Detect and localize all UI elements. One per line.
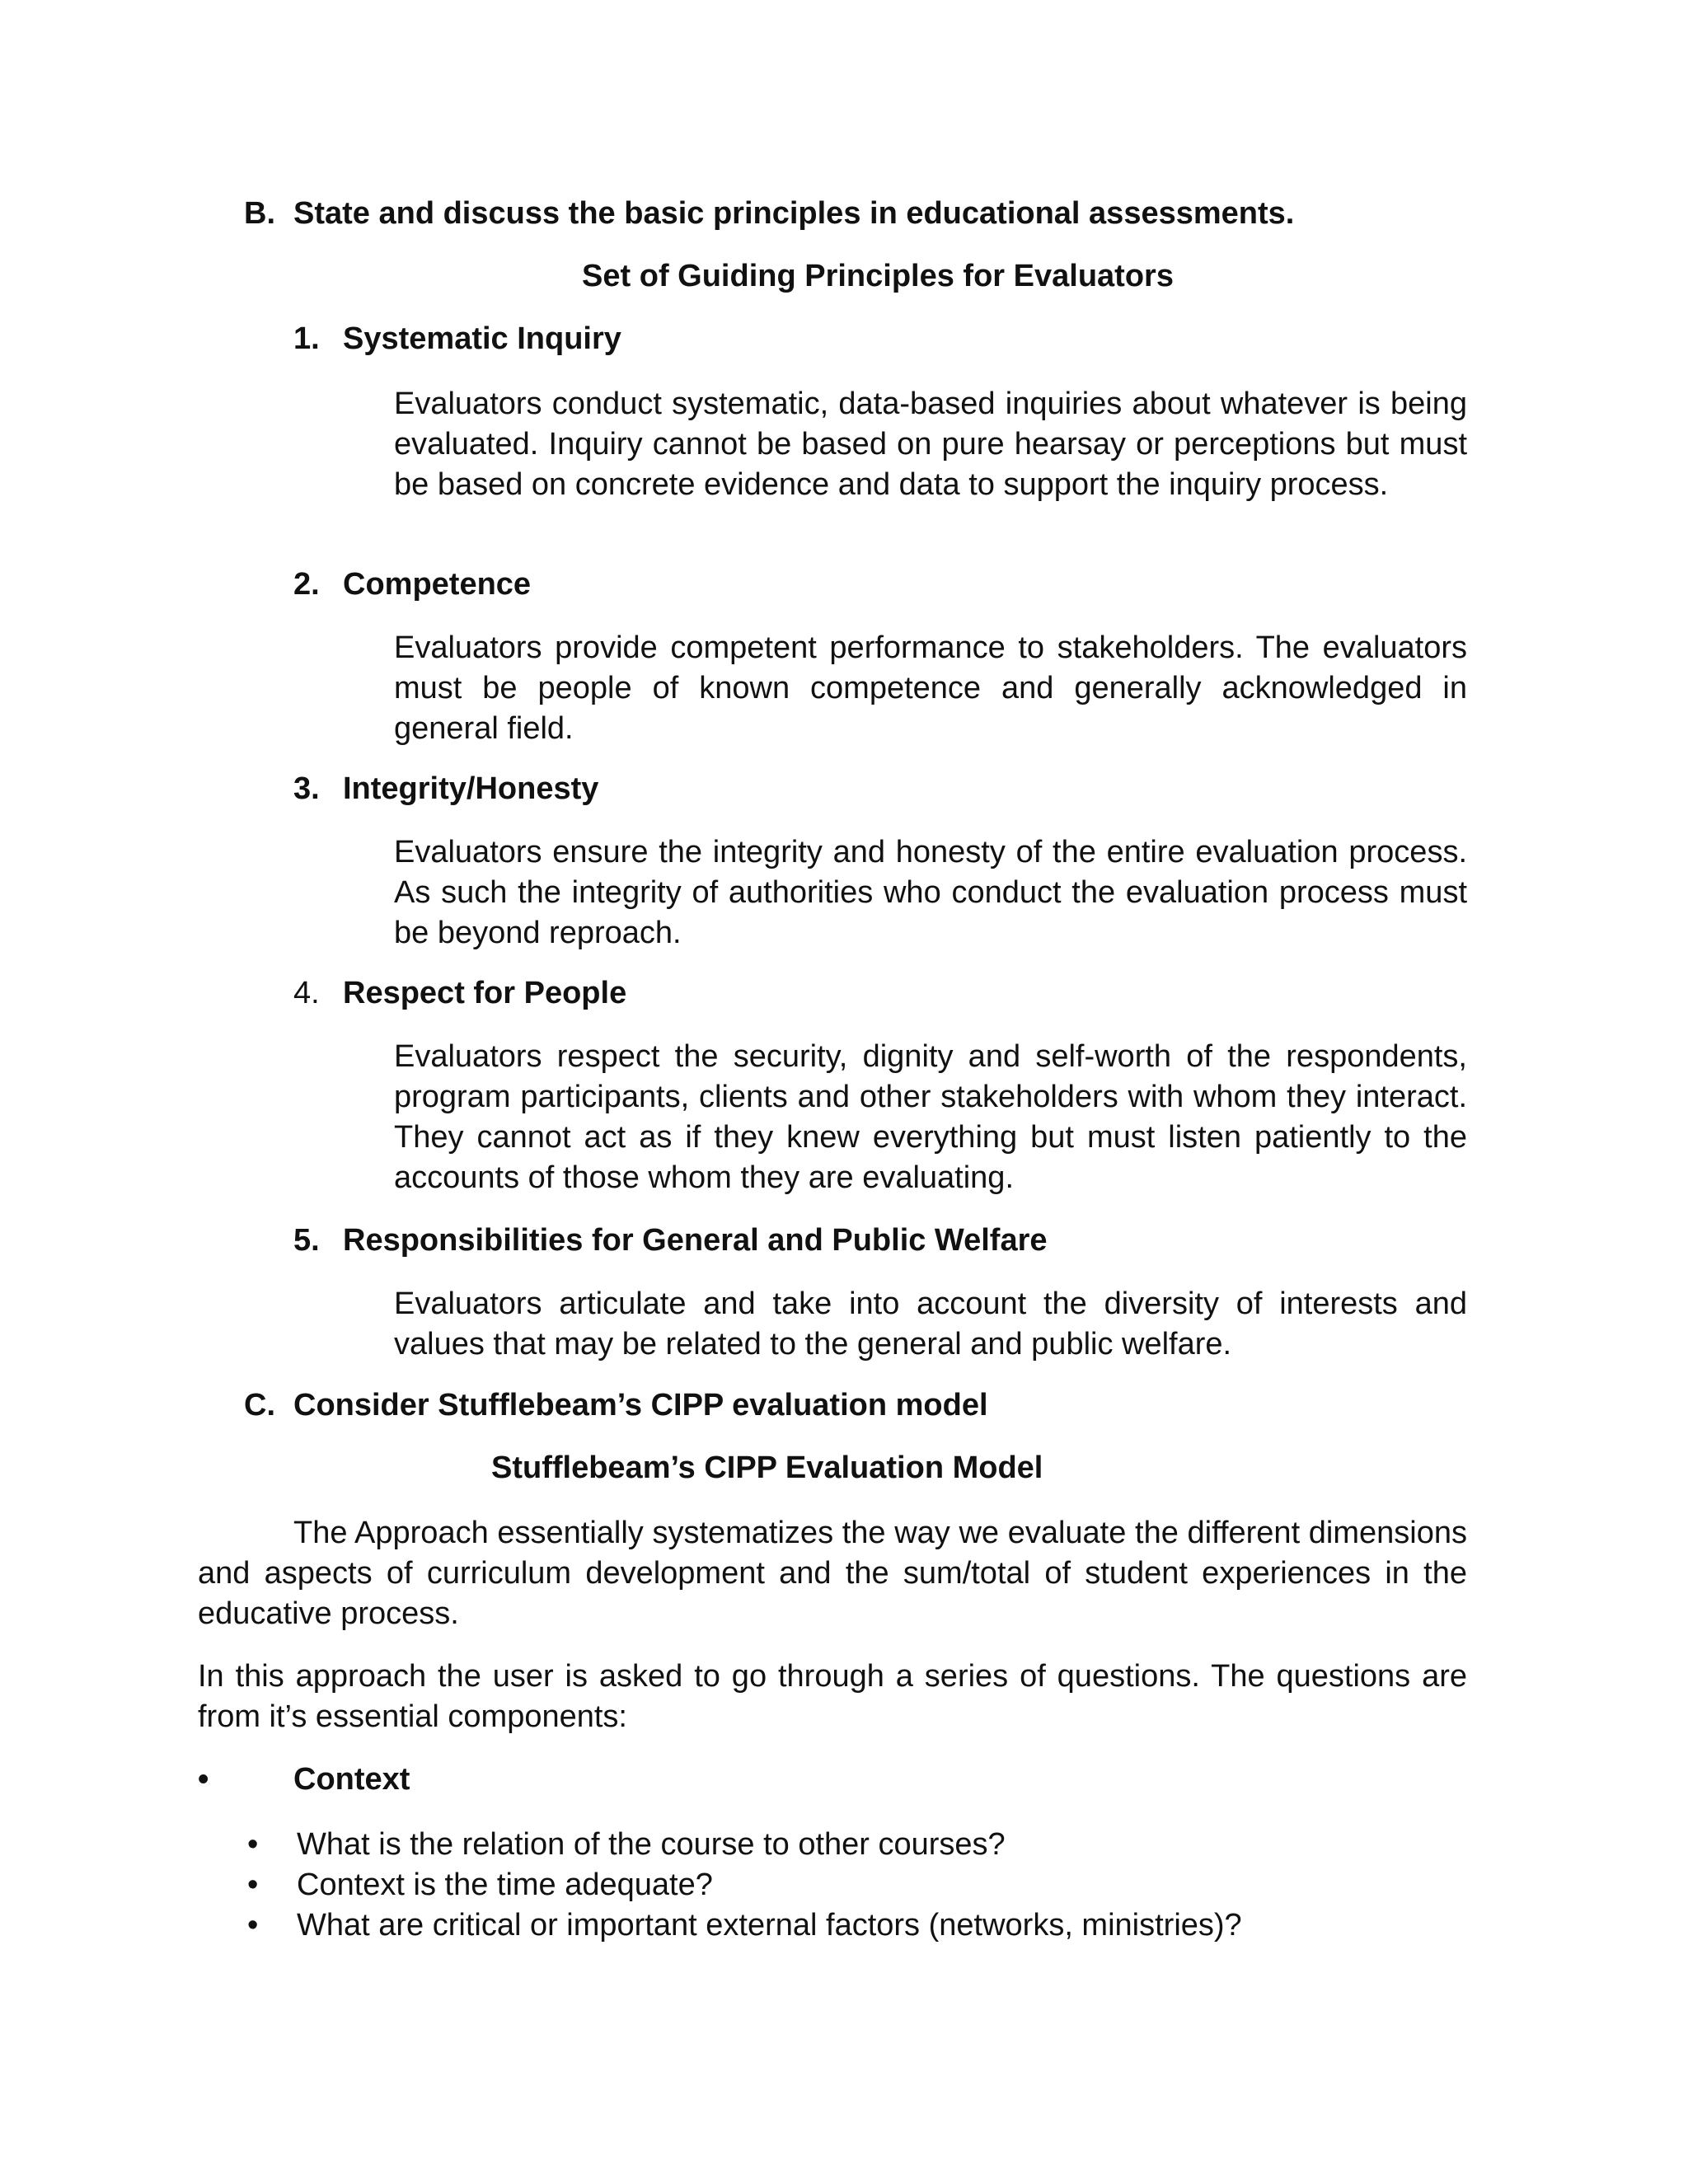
bullet-icon: •	[247, 1908, 259, 1943]
list-item	[247, 1865, 1242, 1905]
principle-3-number: 3.	[293, 771, 320, 806]
principle-2-title-text: Competence	[343, 567, 532, 602]
question-text: What is the relation of the course to other courses?	[297, 1827, 1006, 1862]
section-b-heading	[244, 194, 1294, 232]
cipp-paragraph-1: The Approach essentially systematizes the way we evaluate the different dimensions and aspects of curriculum development and the sum/total of student experiences in the educative process.	[198, 1516, 1467, 1631]
section-c-heading	[244, 1386, 988, 1424]
question-text: Context is the time adequate?	[297, 1868, 713, 1902]
principle-5-title	[293, 1221, 1048, 1259]
component-context	[198, 1760, 410, 1798]
principle-4-title	[293, 974, 626, 1012]
principle-2-body: Evaluators provide competent performance to stakeholders. The evaluators must be people of known competence and generally acknowledged in general field.	[394, 630, 1467, 746]
principle-1-title	[293, 320, 621, 358]
question-text: What are critical or important external factors (networks, ministries)?	[297, 1908, 1242, 1943]
principle-3-body: Evaluators ensure the integrity and honesty of the entire evaluation process. As such the integrity of authorities who conduct the evaluation process must be beyond reproach.	[394, 835, 1467, 950]
principle-1-body: Evaluators conduct systematic, data-based inquiries about whatever is being evaluated. Inquiry cannot be based on pure hearsay or perceptions but must be based on concrete evidence and data to support the inquiry process.	[394, 387, 1467, 502]
section-b-letter: B.	[244, 196, 275, 231]
principle-5-title-text: Responsibilities for General and Public Welfare	[343, 1223, 1048, 1258]
principle-1-title-text: Systematic Inquiry	[343, 321, 621, 356]
principle-5-number: 5.	[293, 1223, 320, 1258]
list-item	[247, 1905, 1242, 1946]
principle-4-title-text: Respect for People	[343, 976, 627, 1010]
component-bullet: •	[198, 1762, 209, 1797]
context-questions-list	[247, 1825, 1242, 1946]
principle-5-body: Evaluators articulate and take into account the diversity of interests and values that may be related to the general and public welfare.	[394, 1286, 1467, 1361]
principle-3-title-text: Integrity/Honesty	[343, 771, 599, 806]
principle-2-title	[293, 565, 531, 603]
list-item	[247, 1825, 1242, 1865]
guiding-principles-title: Set of Guiding Principles for Evaluators	[582, 259, 1174, 293]
principle-1-number: 1.	[293, 321, 320, 356]
section-c-heading-text: Consider Stufflebeam’s CIPP evaluation model	[293, 1388, 988, 1422]
component-context-title: Context	[293, 1762, 410, 1797]
section-c-letter: C.	[244, 1388, 275, 1422]
section-b-heading-text: State and discuss the basic principles in educational assessments.	[293, 196, 1295, 231]
principle-4-body: Evaluators respect the security, dignity and self-worth of the respondents, program participants, clients and other stakeholders with whom they interact. They cannot act as if they knew everything but must listen patiently to the accounts of those whom they are evaluating.	[394, 1039, 1467, 1195]
principle-4-number: 4.	[293, 976, 320, 1010]
bullet-icon: •	[247, 1868, 259, 1902]
cipp-model-title: Stufflebeam’s CIPP Evaluation Model	[491, 1451, 1043, 1485]
bullet-icon: •	[247, 1827, 259, 1862]
principle-2-number: 2.	[293, 567, 320, 602]
cipp-paragraph-2: In this approach the user is asked to go through a series of questions. The questions are from it’s essential components:	[198, 1659, 1467, 1734]
principle-3-title	[293, 770, 598, 808]
